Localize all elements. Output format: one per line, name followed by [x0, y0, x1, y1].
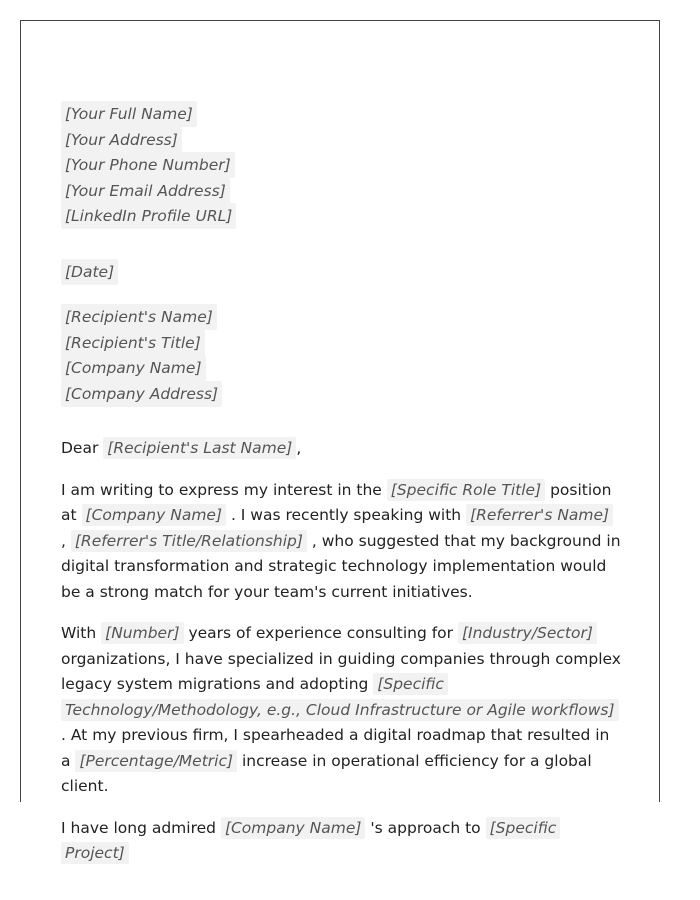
metric-placeholder[interactable]: [Percentage/Metric] [75, 750, 237, 772]
document-page [20, 20, 660, 862]
role-title-placeholder[interactable]: [Specific Role Title] [387, 479, 545, 501]
p1-company-placeholder[interactable]: [Company Name] [82, 504, 227, 526]
referrer-relationship-placeholder[interactable]: [Referrer's Title/Relationship] [71, 530, 307, 552]
p1-text-3: . I was recently speaking with [230, 506, 462, 524]
recipient-last-name-placeholder[interactable]: [Recipient's Last Name] [103, 437, 296, 459]
p2-text-3: organizations, I have specialized in guiding companies through complex legacy system migrations and adopting [61, 649, 621, 693]
p3-text-1: I have long admired [61, 818, 216, 837]
years-number-placeholder[interactable]: [Number] [101, 622, 183, 644]
p3-company-placeholder[interactable]: [Company Name] [221, 817, 366, 839]
industry-placeholder[interactable]: [Industry/Sector] [458, 622, 597, 644]
paragraph-admiration [61, 816, 621, 867]
recipient-address-placeholder[interactable]: [Company Address] [61, 381, 222, 407]
salutation [61, 436, 621, 462]
p1-text-1: I am writing to express my interest in the [61, 480, 382, 499]
salutation-suffix: , [296, 439, 302, 457]
recipient-block [61, 304, 621, 406]
p2-text-5: increase in operational efficiency for a global client. [61, 751, 592, 795]
sender-address-placeholder[interactable]: [Your Address] [61, 127, 182, 153]
sender-name-placeholder[interactable]: [Your Full Name] [61, 101, 197, 127]
p2-text-4: . At my previous firm, I spearheaded a digital roadmap that resulted in a [61, 726, 610, 770]
date-block [61, 259, 621, 285]
referrer-name-placeholder[interactable]: [Referrer's Name] [466, 504, 613, 526]
project-placeholder[interactable]: [Specific Project] [61, 817, 560, 865]
p2-text-2: years of experience consulting for [188, 624, 454, 642]
sender-phone-placeholder[interactable]: [Your Phone Number] [61, 152, 235, 178]
recipient-company-placeholder[interactable]: [Company Name] [61, 355, 206, 381]
date-placeholder[interactable]: [Date] [61, 259, 118, 285]
salutation-prefix: Dear [61, 439, 99, 457]
p3-text-2: 's approach to [370, 818, 481, 837]
sender-linkedin-placeholder[interactable]: [LinkedIn Profile URL] [61, 203, 236, 229]
paragraph-experience [61, 621, 621, 800]
sender-block [61, 101, 621, 229]
recipient-title-placeholder[interactable]: [Recipient's Title] [61, 330, 205, 356]
recipient-name-placeholder[interactable]: [Recipient's Name] [61, 304, 217, 330]
p2-text-1: With [61, 624, 97, 642]
letter-body [61, 101, 621, 867]
p1-text-5: , who suggested that my background in digital transformation and strategic technology implementation would be a strong match for your team's current initiatives. [61, 531, 621, 601]
p1-text-4: , [61, 531, 66, 550]
p1-text-2: position at [61, 480, 612, 524]
paragraph-intro [61, 478, 621, 606]
sender-email-placeholder[interactable]: [Your Email Address] [61, 178, 230, 204]
technology-placeholder[interactable]: [Specific Technology/Methodology, e.g., Cloud Infrastructure or Agile workflows] [61, 673, 619, 721]
